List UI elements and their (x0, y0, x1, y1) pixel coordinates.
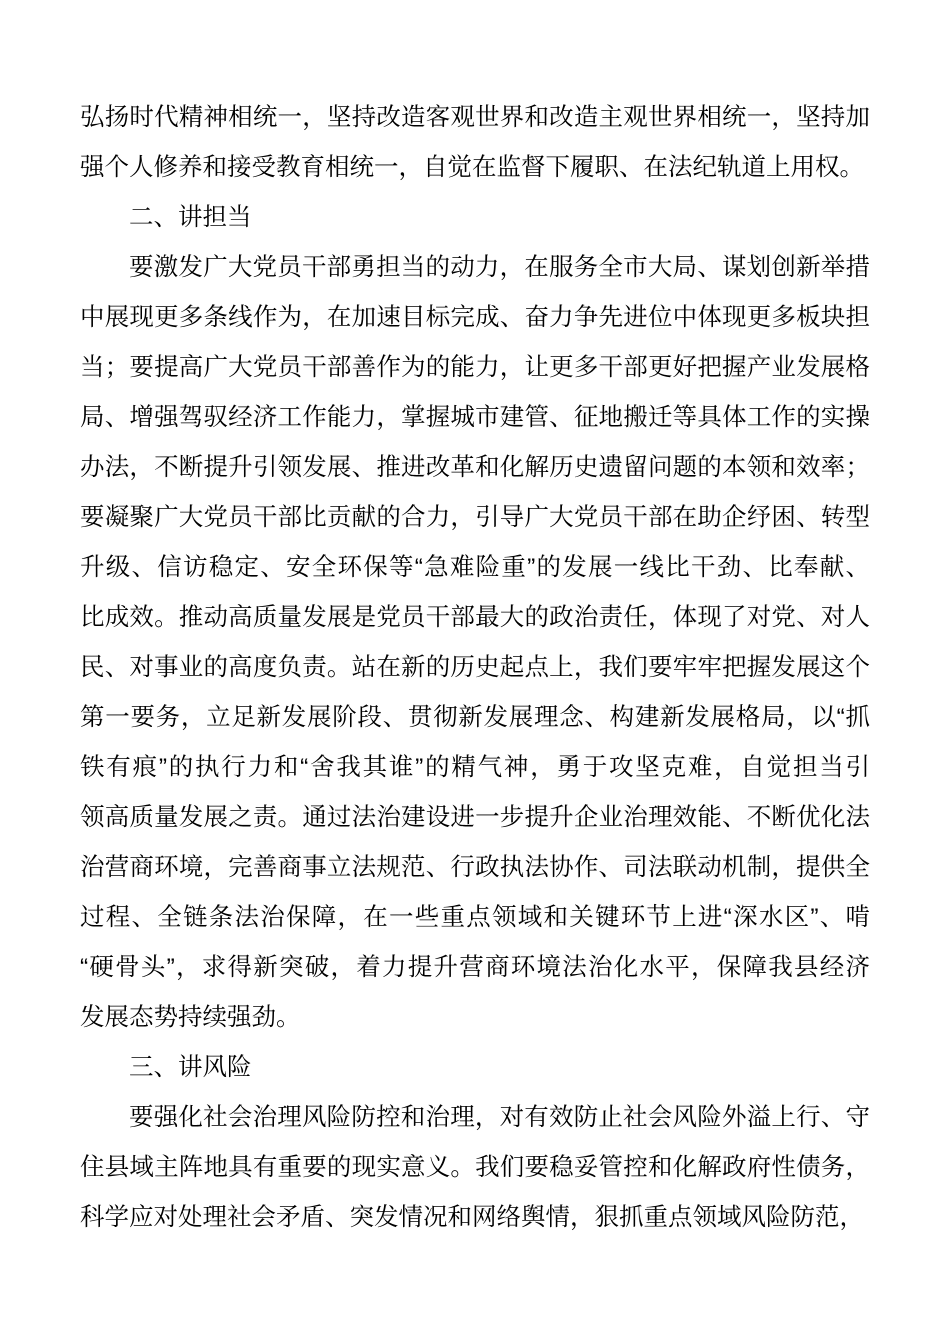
text-line: 发展态势持续强劲。 (80, 1004, 301, 1031)
text-line: “硬骨头”，求得新突破，着力提升营商环境法治化水平，保障我县经济 (80, 954, 870, 981)
text-line: 要激发广大党员干部勇担当的动力，在服务全市大局、谋划创新举措 (129, 254, 870, 281)
text-line: 强个人修养和接受教育相统一，自觉在监督下履职、在法纪轨道上用权。 (80, 154, 864, 181)
text-line: 弘扬时代精神相统一，坚持改造客观世界和改造主观世界相统一，坚持加 (80, 104, 870, 131)
text-line: 要强化社会治理风险防控和治理，对有效防止社会风险外溢上行、守 (129, 1104, 870, 1131)
text-line: 铁有痕”的执行力和“舍我其谁”的精气神，勇于攻坚克难，自觉担当引 (80, 754, 870, 781)
text-line: 局、增强驾驭经济工作能力，掌握城市建管、征地搬迁等具体工作的实操 (80, 404, 870, 431)
text-line: 比成效。推动高质量发展是党员干部最大的政治责任，体现了对党、对人 (80, 604, 870, 631)
text-line: 治营商环境，完善商事立法规范、行政执法协作、司法联动机制，提供全 (80, 854, 870, 881)
text-line: 办法，不断提升引领发展、推进改革和化解历史遗留问题的本领和效率； (80, 454, 870, 481)
section-heading: 三、讲风险 (129, 1054, 252, 1081)
text-line: 领高质量发展之责。通过法治建设进一步提升企业治理效能、不断优化法 (80, 804, 870, 831)
document-text (80, 93, 870, 1243)
text-line: 住县域主阵地具有重要的现实意义。我们要稳妥管控和化解政府性债务， (80, 1154, 870, 1181)
text-line: 科学应对处理社会矛盾、突发情况和网络舆情，狠抓重点领域风险防范， (80, 1204, 864, 1231)
text-line: 中展现更多条线作为，在加速目标完成、奋力争先进位中体现更多板块担 (80, 304, 870, 331)
section-heading: 二、讲担当 (129, 204, 252, 231)
text-line: 民、对事业的高度负责。站在新的历史起点上，我们要牢牢把握发展这个 (80, 654, 870, 681)
text-line: 要凝聚广大党员干部比贡献的合力，引导广大党员干部在助企纾困、转型 (80, 504, 870, 531)
text-line: 当；要提高广大党员干部善作为的能力，让更多干部更好把握产业发展格 (80, 354, 870, 381)
text-line: 升级、信访稳定、安全环保等“急难险重”的发展一线比干劲、比奉献、 (80, 554, 870, 581)
text-line: 第一要务，立足新发展阶段、贯彻新发展理念、构建新发展格局，以“抓 (80, 704, 870, 731)
text-line: 过程、全链条法治保障，在一些重点领域和关键环节上进“深水区”、啃 (80, 904, 870, 931)
